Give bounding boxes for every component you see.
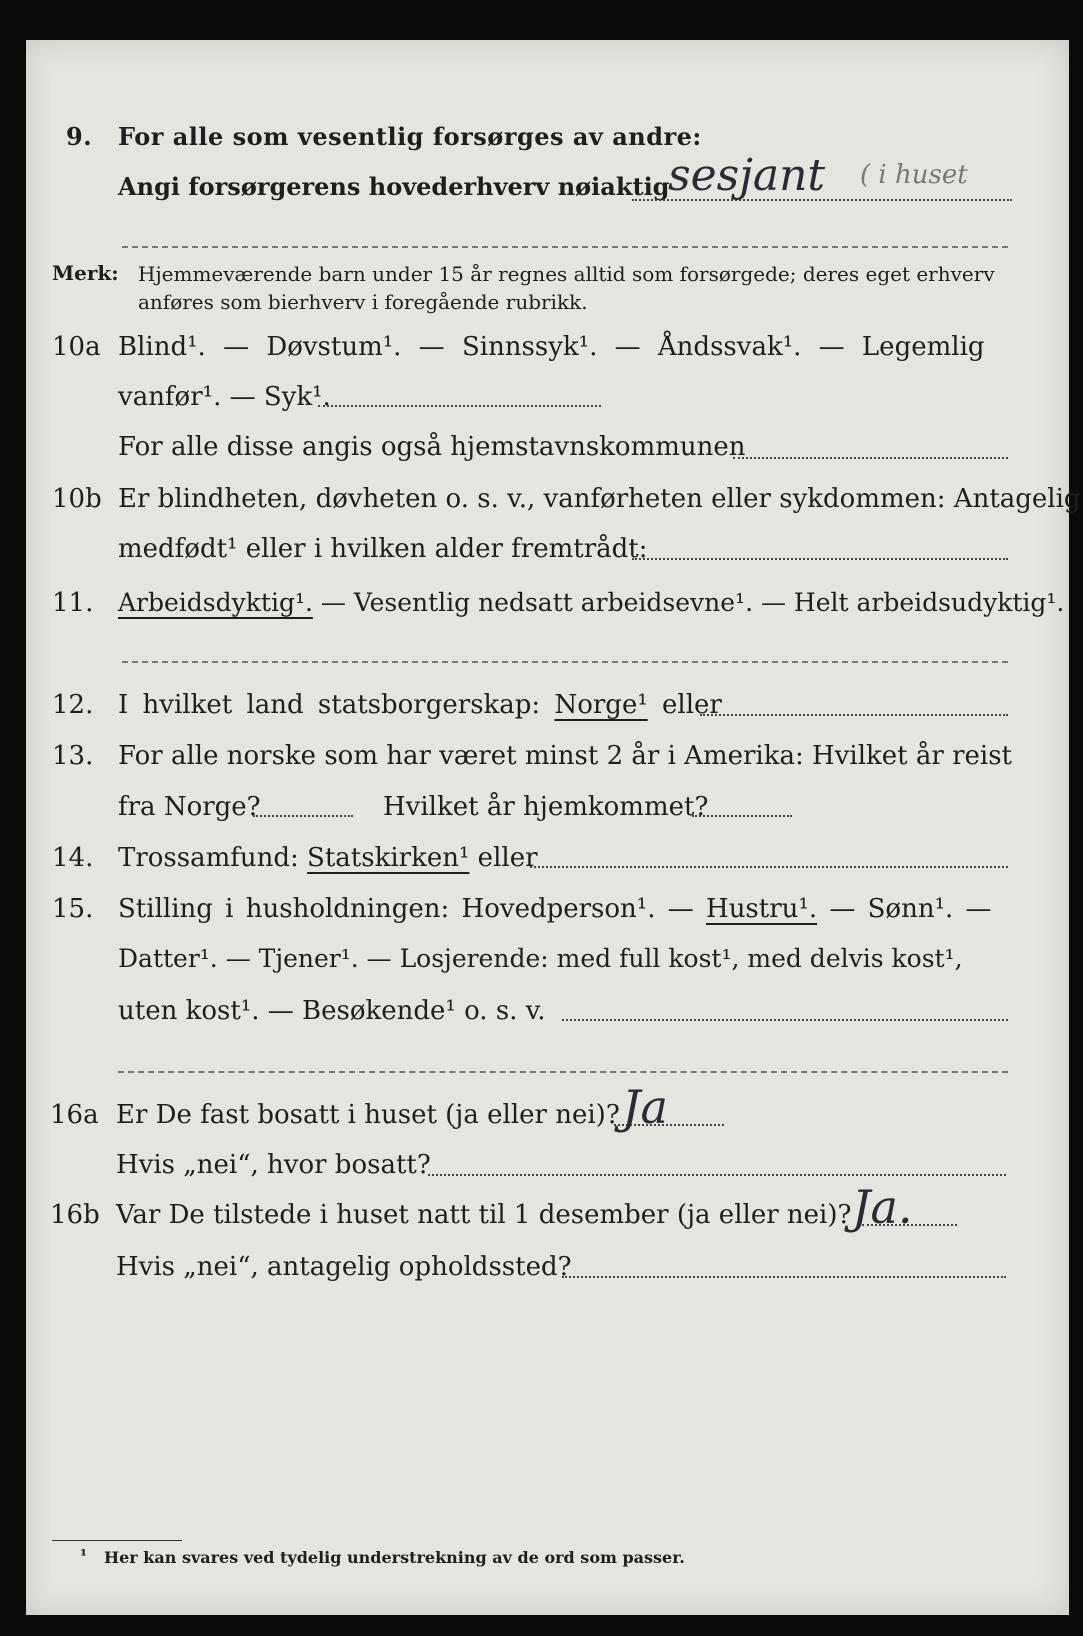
q12-eller: eller [647,690,722,720]
q9-number: 9. [66,122,93,151]
q13-number: 13. [52,741,94,771]
q10a-number: 10a [52,332,101,362]
q15-line-3: uten kost¹. — Besøkende¹ o. s. v. [118,996,546,1026]
q15-number: 15. [52,894,94,924]
q15-second-line [118,1071,1008,1073]
q16a-bosatt-line [428,1174,1006,1176]
q12-number: 12. [52,690,94,720]
q11-rest: — Vesentlig nedsatt arbeidsevne¹. — Helt arbeidsudyktig¹. [312,588,1065,617]
q10a-line-3: For alle disse angis også hjemstavnskommunen [118,432,746,462]
q15-line-2: Datter¹. — Tjener¹. — Losjerende: med full kost¹, med delvis kost¹, [118,944,963,973]
q10a-syk-line [318,405,601,407]
q16b-line-1: Var De tilstede i huset natt til 1 desember (ja eller nei)? [116,1200,852,1230]
q10a-line-1: Blind¹. — Døvstum¹. — Sinnssyk¹. — Åndssvak¹. — Legemlig [118,332,985,362]
q16b-opholdssted-line [562,1276,1006,1278]
q15-line-1 [118,894,992,924]
q12-answer-line [700,714,1008,716]
q10a-line-2: vanfør¹. — Syk¹. [118,382,331,412]
q14-option-statskirken: Statskirken¹ [307,843,470,873]
q16a-number: 16a [50,1100,99,1130]
footnote-text: Her kan svares ved tydelig understrekning av de ord som passer. [104,1548,685,1567]
q11-number: 11. [52,588,94,618]
q9-answer-extra-handwritten: ( i huset [860,160,968,190]
q15-option-hustru: Hustru¹. [706,894,818,924]
q16b-number: 16b [50,1200,100,1230]
q9-heading: For alle som vesentlig forsørges av andre: [118,122,702,151]
q16b-line-2: Hvis „nei“, antagelig opholdssted? [116,1252,572,1282]
q11-line [122,661,1008,663]
q9-answer-handwritten: sesjant [668,150,826,201]
q9-second-line [122,246,1008,248]
q13-hjemkommet-label: Hvilket år hjemkommet? [383,792,709,822]
q10b-number: 10b [52,484,102,514]
footnote-rule [52,1540,182,1541]
q15-line-1-pre: Stilling i husholdningen: Hovedperson¹. — [118,894,707,924]
q14-number: 14. [52,843,94,873]
q12-text [118,690,722,720]
q14-answer-line [530,866,1008,868]
q9-prompt: Angi forsørgerens hovederhverv nøiaktig [118,172,670,201]
q16a-line-2: Hvis „nei“, hvor bosatt? [116,1150,431,1180]
merk-line-1: Hjemmeværende barn under 15 år regnes alltid som forsørgede; deres eget erhverv [138,262,995,286]
q14-eller: eller [469,843,538,873]
q12-prompt: I hvilket land statsborgerskap: [118,690,555,720]
q14-prompt: Trossamfund: [118,843,308,873]
q10b-answer-line [632,558,1008,560]
footnote-mark: ¹ [80,1546,88,1565]
q15-line-1-post: — Sønn¹. — [817,894,992,924]
q12-option-norge: Norge¹ [554,690,648,720]
q13-reist-label: fra Norge? [118,792,261,822]
q13-hjemkommet-line [692,815,792,817]
q16a-answer-handwritten: Ja [622,1080,668,1134]
q14-text [118,843,538,873]
q11-option-arbeidsdyktig: Arbeidsdyktig¹. [118,588,313,617]
q11-options [118,588,1064,617]
q16b-answer-handwritten: Ja. [852,1180,913,1234]
q15-answer-line [562,1019,1008,1021]
merk-line-2: anføres som bierhverv i foregående rubrikk. [138,290,588,314]
q10b-line-1: Er blindheten, døvheten o. s. v., vanførheten eller sykdommen: Antagelig [118,484,1081,514]
q13-line-1: For alle norske som har været minst 2 år i Amerika: Hvilket år reist [118,741,1012,771]
q10b-line-2: medfødt¹ eller i hvilken alder fremtrådt: [118,534,648,564]
q10a-hjemstavn-line [733,457,1008,459]
q13-reist-line [253,815,353,817]
q16a-line-1: Er De fast bosatt i huset (ja eller nei)? [116,1100,620,1130]
merk-label: Merk: [52,261,119,285]
